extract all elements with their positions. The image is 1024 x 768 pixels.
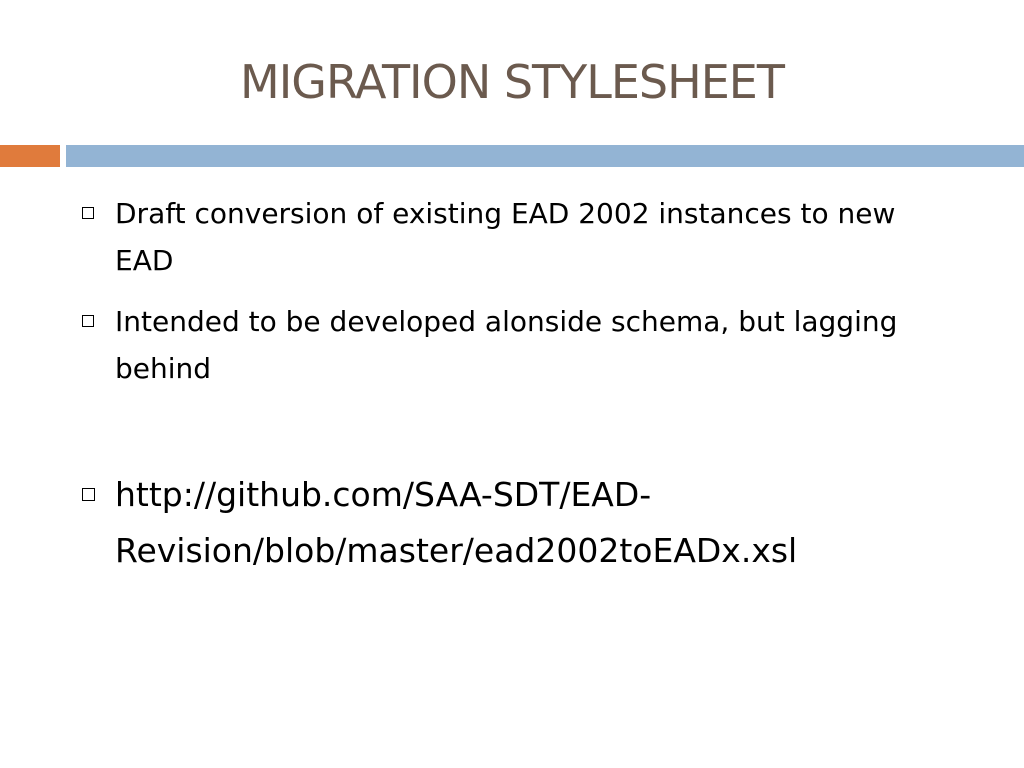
bullet-item-link: [82, 467, 962, 579]
accent-bar-orange: [0, 145, 60, 167]
link-text[interactable]: http://github.com/SAA-SDT/EAD-Revision/blob/master/ead2002toEADx.xsl: [115, 475, 798, 570]
bullet-text: Draft conversion of existing EAD 2002 instances to new EAD: [115, 197, 896, 277]
bullet-item: [82, 298, 962, 392]
square-bullet-icon: [82, 488, 95, 501]
square-bullet-icon: [82, 315, 94, 327]
accent-bar-blue: [66, 145, 1024, 167]
slide-title: MIGRATION STYLESHEET: [240, 55, 784, 109]
square-bullet-icon: [82, 207, 94, 219]
bullet-text: Intended to be developed alonside schema, but lagging behind: [115, 305, 898, 385]
bullet-item: [82, 190, 962, 284]
